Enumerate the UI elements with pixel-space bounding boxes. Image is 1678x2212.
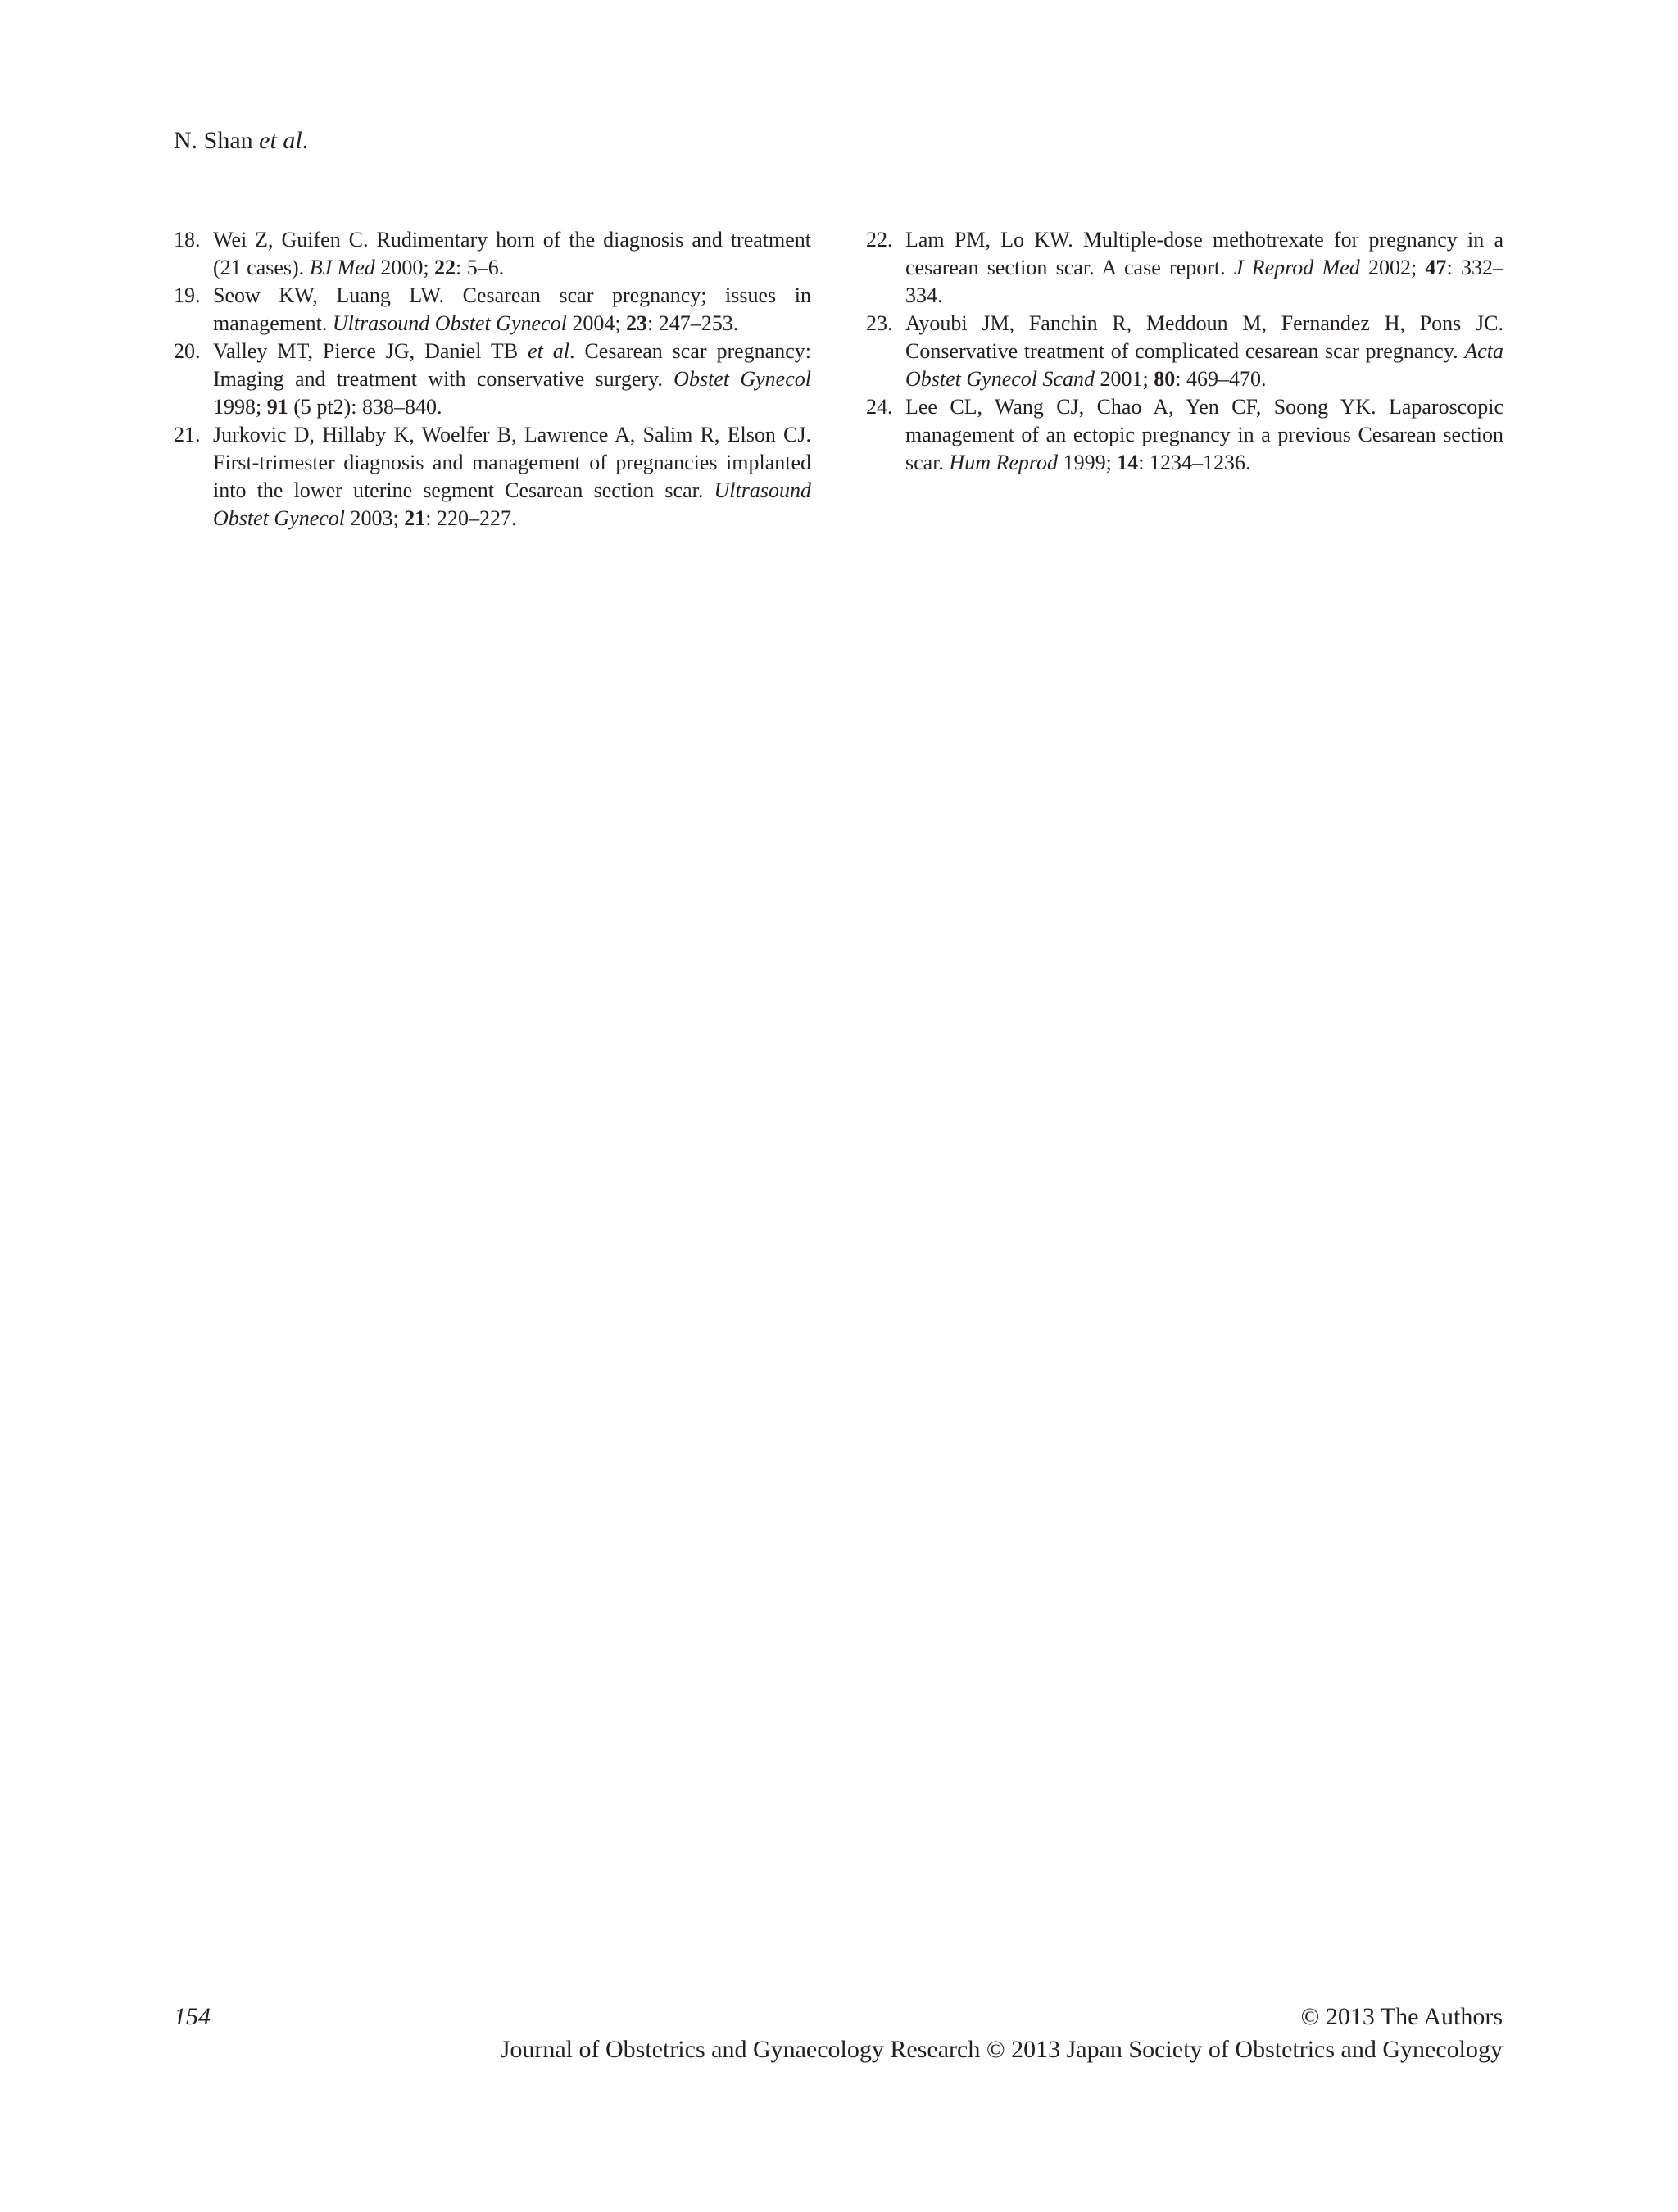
references-column-right [866,226,1503,477]
reference-journal: Obstet Gynecol [673,367,811,391]
footer-journal-line: Journal of Obstetrics and Gynaecology Research © 2013 Japan Society of Obstetrics and Gynecology [500,2036,1503,2063]
reference-pages: : 220–227. [425,506,517,530]
reference-volume: 47 [1425,256,1447,279]
reference-volume: 23 [626,311,648,335]
footer-copyright: © 2013 The Authors [1300,2003,1503,2030]
reference-text: Lam PM, Lo KW. Multiple-dose methotrexate for pregnancy in a cesarean section scar. A case report. [905,228,1503,279]
running-head-period: . [302,127,309,154]
reference-journal: Ultrasound Obstet Gynecol [332,311,567,335]
reference-pages: : 469–470. [1175,367,1267,391]
reference-23 [866,310,1503,393]
reference-year: 2002; [1359,256,1426,279]
page-number: 154 [174,2003,211,2030]
references-column-left [174,226,811,533]
reference-18 [174,226,811,282]
running-head [174,125,308,157]
reference-year: 1999; [1058,451,1118,474]
reference-19 [174,282,811,338]
reference-text-continued: . Cesarean scar pregnancy: Imaging and treatment with conservative surgery. [213,339,811,391]
reference-text: Ayoubi JM, Fanchin R, Meddoun M, Fernandez H, Pons JC. Conservative treatment of complicated cesarean scar pregnancy. [905,311,1503,363]
reference-volume: 91 [266,395,288,419]
reference-text: Wei Z, Guifen C. Rudimentary horn of the diagnosis and treatment (21 cases). [213,228,811,279]
reference-journal: Ultrasound Obstet Gynecol [213,478,811,530]
reference-volume: 14 [1117,451,1139,474]
reference-volume: 21 [404,506,426,530]
reference-journal: Acta Obstet Gynecol Scand [905,339,1503,391]
reference-24 [866,393,1503,477]
reference-number: 22. [866,228,893,252]
reference-21 [174,421,811,533]
reference-year: 2001; [1095,367,1154,391]
reference-text: Lee CL, Wang CJ, Chao A, Yen CF, Soong YK. Laparoscopic management of an ectopic pregnancy in a previous Cesarean section scar. [905,395,1503,474]
reference-journal: BJ Med [309,256,375,279]
reference-year: 2003; [345,506,405,530]
reference-pages: : 332–334. [905,256,1503,307]
reference-volume: 22 [434,256,456,279]
reference-pages: : 1234–1236. [1138,451,1251,474]
reference-22 [866,226,1503,310]
reference-number: 19. [174,283,201,307]
reference-year: 2004; [566,311,627,335]
reference-year: 2000; [374,256,435,279]
reference-text: Jurkovic D, Hillaby K, Woelfer B, Lawrence A, Salim R, Elson CJ. First-trimester diagnosis and management of pregnancies implanted into the lower uterine segment Cesarean section scar. [213,423,811,502]
reference-journal: J Reprod Med [1233,256,1360,279]
reference-number: 21. [174,423,201,446]
reference-number: 23. [866,311,893,335]
running-head-et-al: et al [259,127,302,154]
reference-year: 1998; [213,395,267,419]
running-head-author: N. Shan [174,127,253,154]
reference-text: Seow KW, Luang LW. Cesarean scar pregnancy; issues in management. [213,283,811,335]
reference-pages: : 5–6. [456,256,505,279]
reference-number: 24. [866,395,893,419]
reference-text: Valley MT, Pierce JG, Daniel TB [213,339,528,363]
reference-journal: Hum Reprod [949,451,1059,474]
reference-pages: (5 pt2): 838–840. [288,395,442,419]
reference-number: 20. [174,339,201,363]
reference-number: 18. [174,228,201,252]
reference-20 [174,338,811,421]
reference-et-al: et al [528,339,570,363]
footer-copyright-block [501,2001,1503,2066]
reference-volume: 80 [1154,367,1176,391]
reference-pages: : 247–253. [647,311,739,335]
